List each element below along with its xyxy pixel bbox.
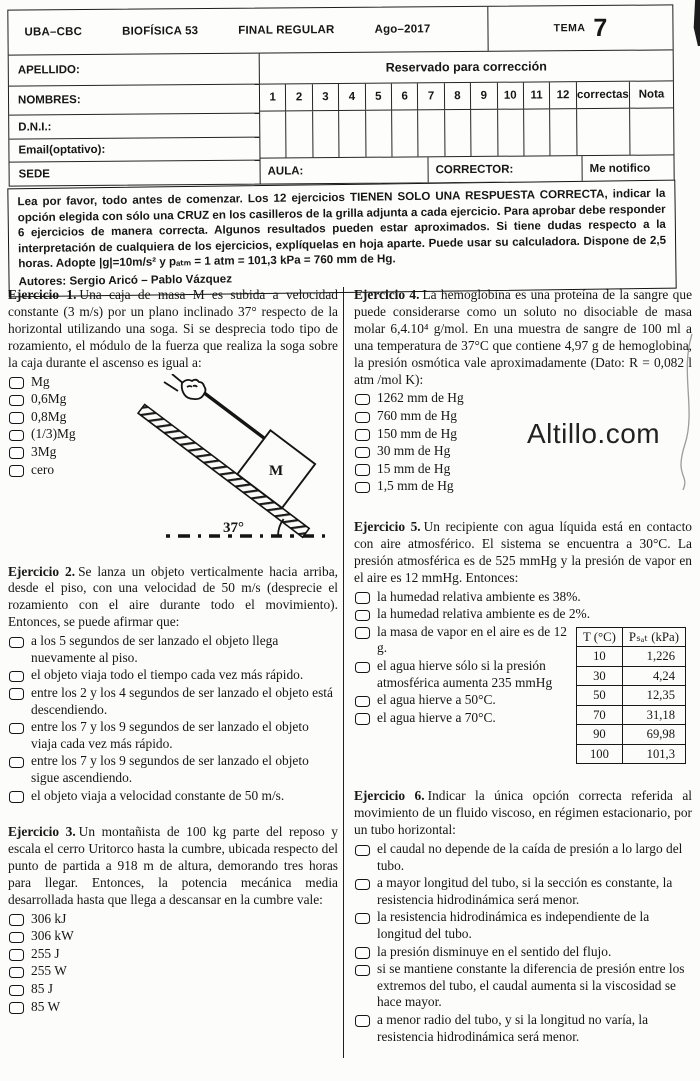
checkbox-icon[interactable] [355,965,370,977]
grid-header-cell: 11 [524,82,551,108]
checkbox-icon[interactable] [9,637,24,649]
option-label: el agua hierve a 70°C. [377,709,496,725]
option-label: 3Mg [31,443,57,459]
email-field[interactable]: Email(optativo): [9,138,259,163]
answer-option [354,589,692,606]
grid-header-cell: Nota [638,88,665,101]
checkbox-icon[interactable] [9,967,24,979]
answer-option [354,624,572,657]
answer-cell[interactable] [339,111,366,157]
exercise-1 [8,287,338,551]
authors-line: Autores: Sergio Aricó – Pablo Vázquez [18,272,233,289]
answer-option [354,909,692,942]
checkbox-icon[interactable] [9,949,24,961]
checkbox-icon[interactable] [355,429,370,441]
tema-cell [487,5,672,50]
option-label: 255 J [31,945,60,961]
angle-label: 37° [223,519,244,536]
option-label: 1,5 mm de Hg [377,478,454,494]
exam-body [8,287,692,1058]
course-label: BIOFÍSICA 53 [122,25,199,38]
answer-option [8,667,338,684]
checkbox-icon[interactable] [9,757,24,769]
sede-field[interactable]: SEDE [18,167,50,181]
header-title-row [8,5,672,55]
org-label: UBA–CBC [24,26,83,39]
grid-header-cell: 3 [313,84,340,110]
table-cell: 100 [576,744,622,764]
exercise-3-statement [8,824,338,909]
dni-field[interactable]: D.N.I.: [9,114,259,140]
table-row [576,686,685,706]
grid-header-cell: 6 [392,83,419,109]
option-label: a los 5 segundos de ser lanzado el objeto llega nuevamente al piso. [31,633,279,665]
option-label: entre los 2 y los 4 segundos de ser lanzado el objeto está descendiendo. [31,684,333,717]
grid-bottom-row [260,155,673,183]
table-cell: 30 [576,666,622,686]
answer-option [8,391,120,408]
answer-option [354,461,692,478]
option-label: 0,8Mg [31,408,67,424]
checkbox-icon[interactable] [9,395,24,407]
grid-header-cell: 7 [418,83,445,109]
answer-option [354,478,692,495]
checkbox-icon[interactable] [9,791,24,803]
answer-option [8,788,338,805]
checkbox-icon[interactable] [355,845,370,857]
table-cell: 69,98 [622,725,685,745]
answer-option [354,606,692,623]
checkbox-icon[interactable] [355,412,370,424]
answer-option [354,692,572,709]
exercise-2-statement [8,564,338,632]
exercise-5-statement [354,519,692,587]
exercise-4-text: La hemoglobina es una proteína de la sangre que puede considerarse como un soluto no disociable de masa molar 6,4.10⁴ g/mol. En una muestra de sangre de 100 ml a una temperatura de 37°C que contiene 4,97 g de hemoglobina, la presión osmótica vale aproximadamente (Dato: R = 0,082 l atm /mol K): [354,287,693,387]
instructions-text: Lea por favor, todo antes de comenzar. Los 12 ejercicios TIENEN SOLO UNA RESPUESTA CORRECTA, indicar la opción elegida con sólo una CRUZ en los casilleros de la grilla adjunta a cada ejercicio. Para aprobar debe responder 6 ejercicios de manera correcta. Algunos resultados pueden estar aproximados. Si tiene dudas respecto a la interpretación de cualquiera de los ejercicios, explíquelas en hoja aparte. Puede usar su calculadora. Dispone de 2,5 horas. Adopte |g|=10m/s² y pₐₜₘ = 1 atm = 101,3 kPa = 760 mm de Hg. [17,186,667,271]
student-fields [9,54,260,186]
aula-field[interactable]: AULA: [260,157,428,183]
grid-header-cell: 10 [497,83,524,109]
exercise-4 [354,287,692,495]
exam-type-label: FINAL REGULAR [238,24,335,37]
option-label: 30 mm de Hg [377,443,451,459]
exercise-6-text: Indicar la única opción correcta referida al movimiento de un fluido viscoso, en régimen estacionario, por un tubo horizontal: [354,788,692,838]
option-label: 0,6Mg [31,391,67,407]
checkbox-icon[interactable] [9,430,24,442]
scan-edge-artifact [693,0,700,46]
option-label: entre los 7 y los 9 segundos de ser lanzado el objeto sigue ascendiendo. [31,753,309,785]
exercise-3-options [8,911,338,1016]
answer-cell[interactable] [313,111,340,157]
option-label: 150 mm de Hg [377,425,457,441]
exercise-4-title: Ejercicio 4. [354,287,420,302]
checkbox-icon[interactable] [9,723,24,735]
answer-option [8,462,120,479]
exercise-6-options [354,841,692,1045]
answer-option [8,999,338,1016]
table-header-cell: Pₛₐₜ (kPa) [622,627,685,647]
table-row [576,725,685,745]
exercise-1-title: Ejercicio 1. [8,287,77,302]
option-label: 15 mm de Hg [377,460,451,476]
table-header-cell: T (°C) [576,627,622,647]
exercise-5-options-top [354,589,692,623]
grid-header-cell: 5 [365,84,392,110]
option-label: la humedad relativa ambiente es 38%. [377,588,581,604]
answer-option [8,426,120,443]
answer-cell[interactable] [550,109,577,155]
answer-cell[interactable] [287,111,314,157]
answer-cell[interactable] [418,110,445,156]
answer-option [354,961,692,1011]
grid-header-cell: 4 [339,84,366,110]
answer-cell[interactable] [260,111,287,157]
exercise-3-text: Un montañista de 100 kg parte del reposo y escala el cerro Uritorco hasta la cumbre, ubicada respecto del punto de partida a 918 m de altura, demorando tres horas para llegar. Entonces, la potencia mecánica media desarrollada hasta que llega a descansar en la cumbre vale: [8,824,338,907]
answer-cell[interactable] [366,111,393,157]
answer-option [8,444,120,461]
checkbox-icon[interactable] [9,932,24,944]
checkbox-icon[interactable] [9,985,24,997]
answer-option [8,753,338,786]
exercise-5 [354,519,692,764]
option-label: el agua hierve sólo si la presión atmosférica aumenta 235 mmHg [377,658,553,690]
checkbox-icon[interactable] [9,447,24,459]
answer-cell[interactable] [524,109,551,155]
checkbox-icon[interactable] [355,947,370,959]
table-cell: 4,24 [622,666,685,686]
answer-cell[interactable] [445,110,472,156]
grid-header-cell: 8 [445,83,472,109]
header-title-cell [8,7,487,55]
table-row [576,666,685,686]
option-label: el agua hierve a 50°C. [377,692,496,708]
checkbox-icon[interactable] [355,482,370,494]
answer-cell[interactable] [577,109,631,155]
exercise-2-title: Ejercicio 2. [8,563,76,579]
answer-cell[interactable] [498,110,525,156]
exercise-2 [8,564,338,805]
checkbox-icon[interactable] [355,879,370,891]
checkbox-icon[interactable] [9,377,24,389]
grid-header-cell: correctas [577,82,631,108]
watermark: Altillo.com [527,418,661,449]
answer-option [8,981,338,998]
table-row [576,705,685,725]
grid-answer-row [260,108,673,158]
answer-option [8,719,338,752]
answer-option [8,409,120,426]
exercise-3 [8,824,338,1015]
grid-number-row [260,81,673,111]
answer-option [354,875,692,908]
exercise-1-text: Una caja de masa M es subida a velocidad constante (3 m/s) por un plano inclinado 37° respecto de la horizontal utilizando una soga. Si se desprecia todo tipo de rozamiento, el módulo de la fuerza que realiza la soga sobre la caja durante el ascenso es igual a: [8,287,338,370]
right-column [344,287,692,1058]
exercise-1-options [8,374,120,551]
exercise-6-title: Ejercicio 6. [354,788,425,804]
answer-option [354,390,692,407]
table-cell: 1,226 [622,647,685,667]
table-cell: 101,3 [622,744,685,764]
checkbox-icon[interactable] [9,688,24,700]
option-label: 306 kW [31,928,74,944]
option-label: el caudal no depende de la caída de presión a lo largo del tubo. [377,841,683,873]
answer-option [8,946,338,963]
checkbox-icon[interactable] [355,913,370,925]
option-label: Mg [31,373,50,389]
option-label: 85 W [31,998,61,1014]
checkbox-icon[interactable] [9,914,24,926]
exercise-2-text: Se lanza un objeto verticalmente hacia arriba, desde el piso, con una velocidad de 50 m/s (desprecie el rozamiento con el aire durante todo el movimiento). Entonces, se puede afirmar que: [8,563,338,630]
checkbox-icon[interactable] [355,662,370,674]
answer-option [8,685,338,718]
mass-label: M [269,462,284,479]
checkbox-icon[interactable] [9,465,24,477]
left-column [8,287,344,1058]
answer-option [8,963,338,980]
table-cell: 31,18 [622,705,685,725]
table-cell: 90 [576,725,622,745]
answer-cell[interactable] [392,110,419,156]
correction-grid [259,50,674,183]
grid-header-cell: 2 [286,84,313,110]
answer-option [354,710,572,727]
checkbox-icon[interactable] [9,671,24,683]
exercise-5-options-side [354,624,576,765]
exercise-5-text: Un recipiente con agua líquida está en contacto con aire atmosférico. El sistema se encuentra a 30°C. La presión atmosférica es de 525 mmHg y la presión de vapor en el aire es 12 mmHg. Entonces: [354,519,693,585]
grid-header-cell: 1 [260,84,287,110]
table-cell: 10 [576,647,622,667]
option-label: a menor radio del tubo, y si la longitud no varía, la resistencia hidrodinámica será menor. [377,1011,649,1044]
exercise-6 [354,788,692,1045]
answer-cell[interactable] [471,110,498,156]
option-label: la resistencia hidrodinámica es independiente de la longitud del tubo. [377,909,650,941]
checkbox-icon[interactable] [9,412,24,424]
checkbox-icon[interactable] [355,627,370,639]
option-label: 255 W [31,963,67,979]
grid-header-cell: 9 [471,83,498,109]
option-label: la humedad relativa ambiente es de 2%. [377,606,591,622]
grid-header-cell: 12 [550,82,577,108]
table-row [576,744,685,764]
table-cell: 70 [576,705,622,725]
exercise-6-statement [354,788,692,839]
instructions-box [7,180,676,297]
table-cell: 50 [576,686,622,706]
checkbox-icon[interactable] [355,447,370,459]
checkbox-icon[interactable] [355,394,370,406]
checkbox-icon[interactable] [355,610,370,622]
option-label: el objeto viaja todo el tiempo cada vez más rápido. [31,667,304,683]
answer-option [8,633,338,666]
option-label: 1262 mm de Hg [377,390,464,406]
checkbox-icon[interactable] [355,1015,370,1027]
inclined-plane-figure [120,374,338,551]
saturation-pressure-table [576,627,686,765]
answer-option [354,658,572,691]
option-label: 85 J [31,981,53,996]
me-notifico-field[interactable]: Me notifico [589,162,651,175]
option-label: (1/3)Mg [31,426,76,442]
corrector-field[interactable]: CORRECTOR: [428,156,582,182]
exercise-5-title: Ejercicio 5. [354,519,421,534]
exam-date-label: Ago–2017 [374,23,431,36]
exercise-3-title: Ejercicio 3. [8,824,76,840]
checkbox-icon[interactable] [355,713,370,725]
answer-option [354,841,692,874]
option-label: el objeto viaja a velocidad constante de 50 m/s. [31,787,285,803]
option-label: la presión disminuye en el sentido del flujo. [377,943,612,959]
option-label: si se mantiene constante la diferencia de presión entre los extremos del tubo, el caudal aumenta si la viscosidad se hace mayor. [377,961,685,1010]
header-main [9,50,674,185]
answer-option [8,374,120,391]
tema-label: TEMA [553,22,586,35]
checkbox-icon[interactable] [355,696,370,708]
option-label: a mayor longitud del tubo, si la sección es constante, la resistencia hidrodinámica será menor. [377,875,673,907]
exam-header [7,4,674,186]
option-label: 306 kJ [31,910,67,926]
option-label: entre los 7 y los 9 segundos de ser lanzado el objeto viaja cada vez más rápido. [31,719,309,751]
tema-number: 7 [593,13,608,42]
option-label: cero [31,461,55,477]
answer-option [8,911,338,928]
option-label: 760 mm de Hg [377,408,457,424]
answer-option [8,928,338,945]
apellido-field[interactable]: APELLIDO: [9,54,259,87]
checkbox-icon[interactable] [355,464,370,476]
reservado-label: Reservado para corrección [260,50,673,84]
exercise-2-options [8,633,338,804]
answer-option [354,1012,692,1045]
option-label: la masa de vapor en el aire es de 12 g. [377,623,567,656]
table-cell: 12,35 [622,686,685,706]
answer-cell[interactable] [630,108,673,154]
table-row [576,647,685,667]
answer-option [354,944,692,961]
nombres-field[interactable]: NOMBRES: [9,85,259,116]
checkbox-icon[interactable] [9,1002,24,1014]
exercise-1-statement [8,287,338,372]
hand-icon [164,374,206,399]
exercise-4-statement [354,287,692,388]
checkbox-icon[interactable] [355,592,370,604]
